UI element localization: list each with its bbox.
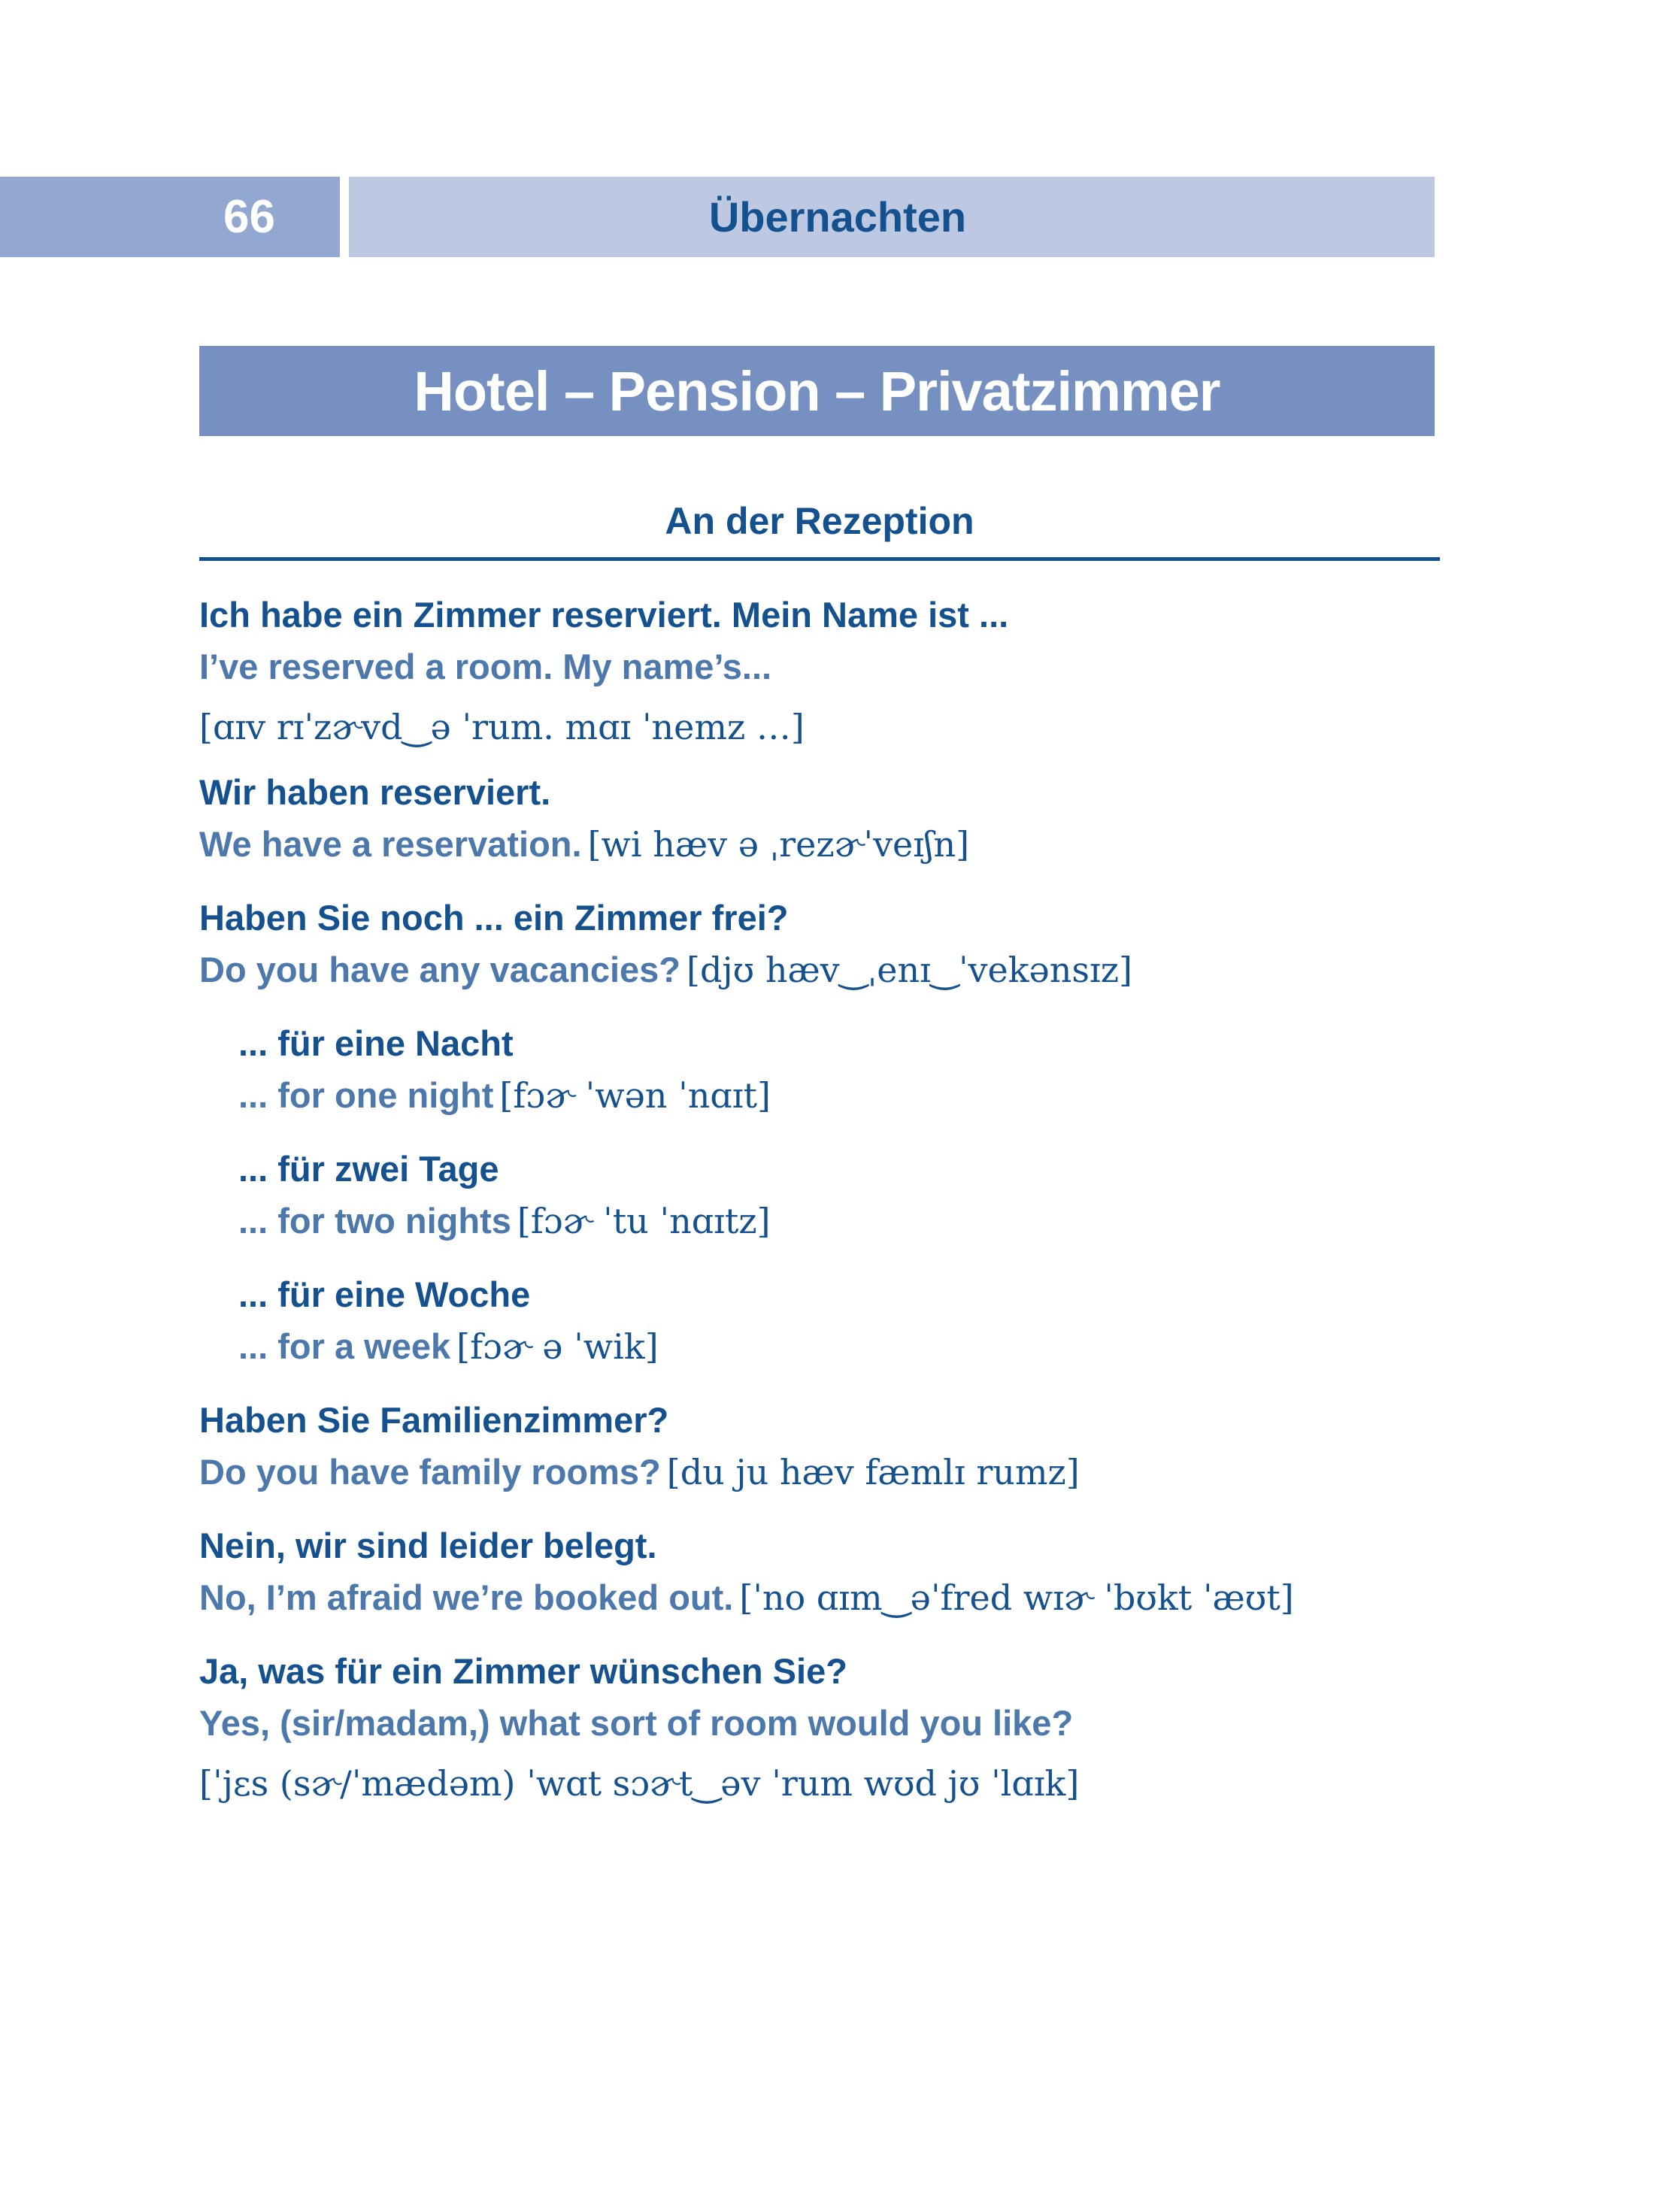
- phrase-ipa: [fɔɚ ə ˈwik]: [456, 1326, 659, 1367]
- phrase-translation-line: [238, 1195, 1440, 1256]
- phrase-block: [199, 766, 1440, 879]
- phrase-ipa: [wi hæv ə ˌrezɚˈveɪʃn]: [587, 824, 970, 865]
- phrase-block: [199, 1017, 1440, 1130]
- phrase-english: ... for two nights: [238, 1201, 511, 1241]
- chapter-title: Übernachten: [708, 193, 967, 241]
- phrase-english: Do you have family rooms?: [199, 1452, 661, 1492]
- phrase-translation-line: [199, 944, 1440, 1004]
- phrase-german: Ja, was für ein Zimmer wünschen Sie?: [199, 1651, 847, 1691]
- phrase-ipa: [ˈno ɑɪm‿əˈfred wɪɚ ˈbʊkt ˈæʊt]: [739, 1577, 1294, 1618]
- page-number-box: [0, 177, 340, 257]
- phrase-ipa: [ˈjɛs (sɚ/ˈmædəm) ˈwɑt sɔɚt‿əv ˈrum wʊd jʊ ˈlɑɪk]: [199, 1763, 1080, 1804]
- phrase-ipa: [ɑɪv rɪˈzɚvd‿ə ˈrum. mɑɪ ˈnemz …]: [199, 707, 805, 747]
- phrase-translation-line: [199, 818, 1440, 879]
- phrase-list: [199, 589, 1440, 1823]
- phrase-german: ... für eine Woche: [238, 1274, 531, 1314]
- phrase-english: ... for a week: [238, 1326, 451, 1366]
- section-heading: An der Rezeption: [665, 500, 974, 542]
- page-header: [0, 177, 1670, 257]
- phrase-ipa: [fɔɚ ˈwən ˈnɑɪt]: [499, 1075, 771, 1116]
- phrase-block: [199, 1645, 1440, 1810]
- phrase-english: Do you have any vacancies?: [199, 950, 681, 989]
- phrase-translation-line: [199, 641, 1440, 753]
- phrase-german: Haben Sie noch ... ein Zimmer frei?: [199, 898, 789, 938]
- phrase-english: No, I’m afraid we’re booked out.: [199, 1577, 734, 1617]
- phrase-ipa: [fɔɚ ˈtu ˈnɑɪtz]: [517, 1201, 771, 1241]
- phrase-german: Nein, wir sind leider belegt.: [199, 1526, 657, 1565]
- phrase-translation-line: [199, 1571, 1440, 1632]
- phrase-translation-line: [238, 1069, 1440, 1130]
- phrase-block: [199, 1143, 1440, 1256]
- phrase-german: ... für eine Nacht: [238, 1023, 514, 1063]
- phrase-ipa: [du ju hæv fæmlɪ rumz]: [666, 1452, 1080, 1492]
- phrase-translation-line: [199, 1697, 1440, 1810]
- phrase-translation-line: [199, 1446, 1440, 1507]
- phrase-ipa: [djʊ hæv‿ˌenɪ‿ˈvekənsɪz]: [686, 950, 1132, 990]
- phrase-block: [199, 1394, 1440, 1507]
- title-banner: [199, 346, 1435, 436]
- phrase-english: Yes, (sir/madam,) what sort of room would you like?: [199, 1703, 1074, 1743]
- phrase-english: I’ve reserved a room. My name’s...: [199, 647, 772, 686]
- title-text: Hotel – Pension – Privatzimmer: [414, 359, 1220, 423]
- phrase-block: [199, 892, 1440, 1004]
- phrase-block: [199, 589, 1440, 753]
- phrase-german: ... für zwei Tage: [238, 1149, 499, 1189]
- phrase-german: Haben Sie Familienzimmer?: [199, 1400, 669, 1440]
- phrase-block: [199, 1268, 1440, 1381]
- page-number: 66: [223, 191, 275, 243]
- phrase-german: Wir haben reserviert.: [199, 772, 551, 812]
- phrase-english: We have a reservation.: [199, 824, 582, 864]
- chapter-tab: [349, 177, 1435, 257]
- phrase-block: [199, 1520, 1440, 1632]
- phrase-english: ... for one night: [238, 1075, 494, 1115]
- section-rule: [199, 557, 1440, 561]
- phrase-german: Ich habe ein Zimmer reserviert. Mein Name ist ...: [199, 595, 1009, 635]
- phrase-translation-line: [238, 1320, 1440, 1381]
